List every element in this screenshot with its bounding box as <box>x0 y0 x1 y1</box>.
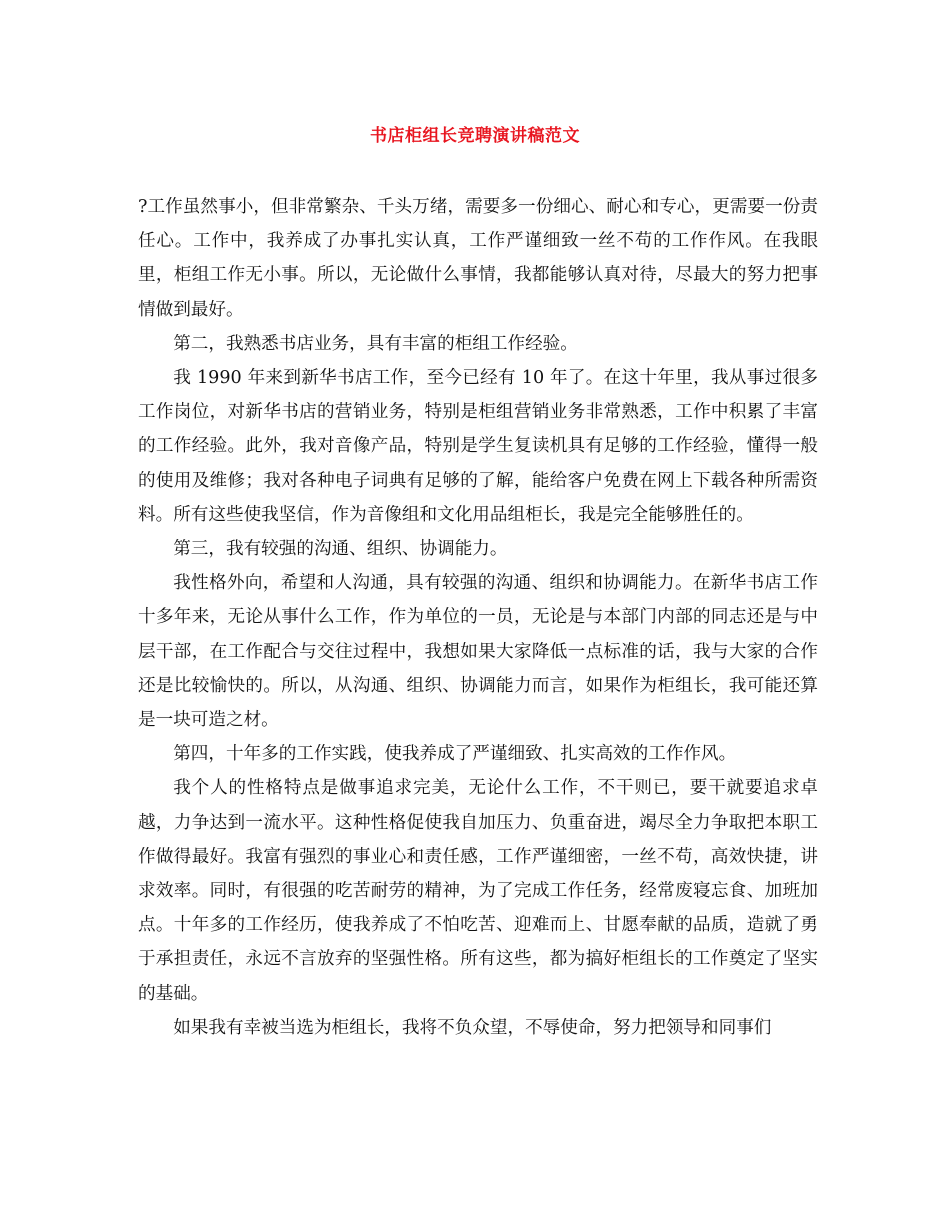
paragraph-continuation: ?工作虽然事小，但非常繁杂、千头万绪，需要多一份细心、耐心和专心，更需要一份责任心。工作中，我养成了办事扎实认真，工作严谨细致一丝不苟的工作作风。在我眼里，柜组工作无小事。所以，无论做什么事情，我都能够认真对待，尽最大的努力把事情做到最好。 <box>138 197 818 320</box>
document-title: 书店柜组长竞聘演讲稿范文 <box>370 126 580 146</box>
document-body <box>138 190 818 1045</box>
paragraph: 我个人的性格特点是做事追求完美，无论什么工作，不干则已，要干就要追求卓越，力争达到一流水平。这种性格促使我自加压力、负重奋进，竭尽全力争取把本职工作做得最好。我富有强烈的事业心和责任感，工作严谨细密，一丝不苟，高效快捷，讲求效率。同时，有很强的吃苦耐劳的精神，为了完成工作任务，经常废寝忘食、加班加点。十年多的工作经历，使我养成了不怕吃苦、迎难而上、甘愿奉献的品质，造就了勇于承担责任，永远不言放弃的坚强性格。所有这些，都为搞好柜组长的工作奠定了坚实的基础。 <box>138 778 818 1004</box>
paragraph: 我性格外向，希望和人沟通，具有较强的沟通、组织和协调能力。在新华书店工作十多年来，无论从事什么工作，作为单位的一员，无论是与本部门内部的同志还是与中层干部，在工作配合与交往过程中，我想如果大家降低一点标准的话，我与大家的合作还是比较愉快的。所以，从沟通、组织、协调能力而言，如果作为柜组长，我可能还算是一块可造之材。 <box>138 573 818 731</box>
paragraph-heading-second: 第二，我熟悉书店业务，具有丰富的柜组工作经验。 <box>173 333 578 354</box>
paragraph: 如果我有幸被当选为柜组长，我将不负众望，不辱使命，努力把领导和同事们 <box>173 1017 772 1038</box>
paragraph-heading-fourth: 第四，十年多的工作实践，使我养成了严谨细致、扎实高效的工作作风。 <box>173 744 737 765</box>
paragraph: 我 1990 年来到新华书店工作，至今已经有 10 年了。在这十年里，我从事过很多工作岗位，对新华书店的营销业务，特别是柜组营销业务非常熟悉，工作中积累了丰富的工作经验。此外，我对音像产品，特别是学生复读机具有足够的工作经验，懂得一般的使用及维修；我对各种电子词典有足够的了解，能给客户免费在网上下载各种所需资料。所有这些使我坚信，作为音像组和文化用品组柜长，我是完全能够胜任的。 <box>138 368 818 525</box>
paragraph-heading-third: 第三，我有较强的沟通、组织、协调能力。 <box>173 539 508 560</box>
